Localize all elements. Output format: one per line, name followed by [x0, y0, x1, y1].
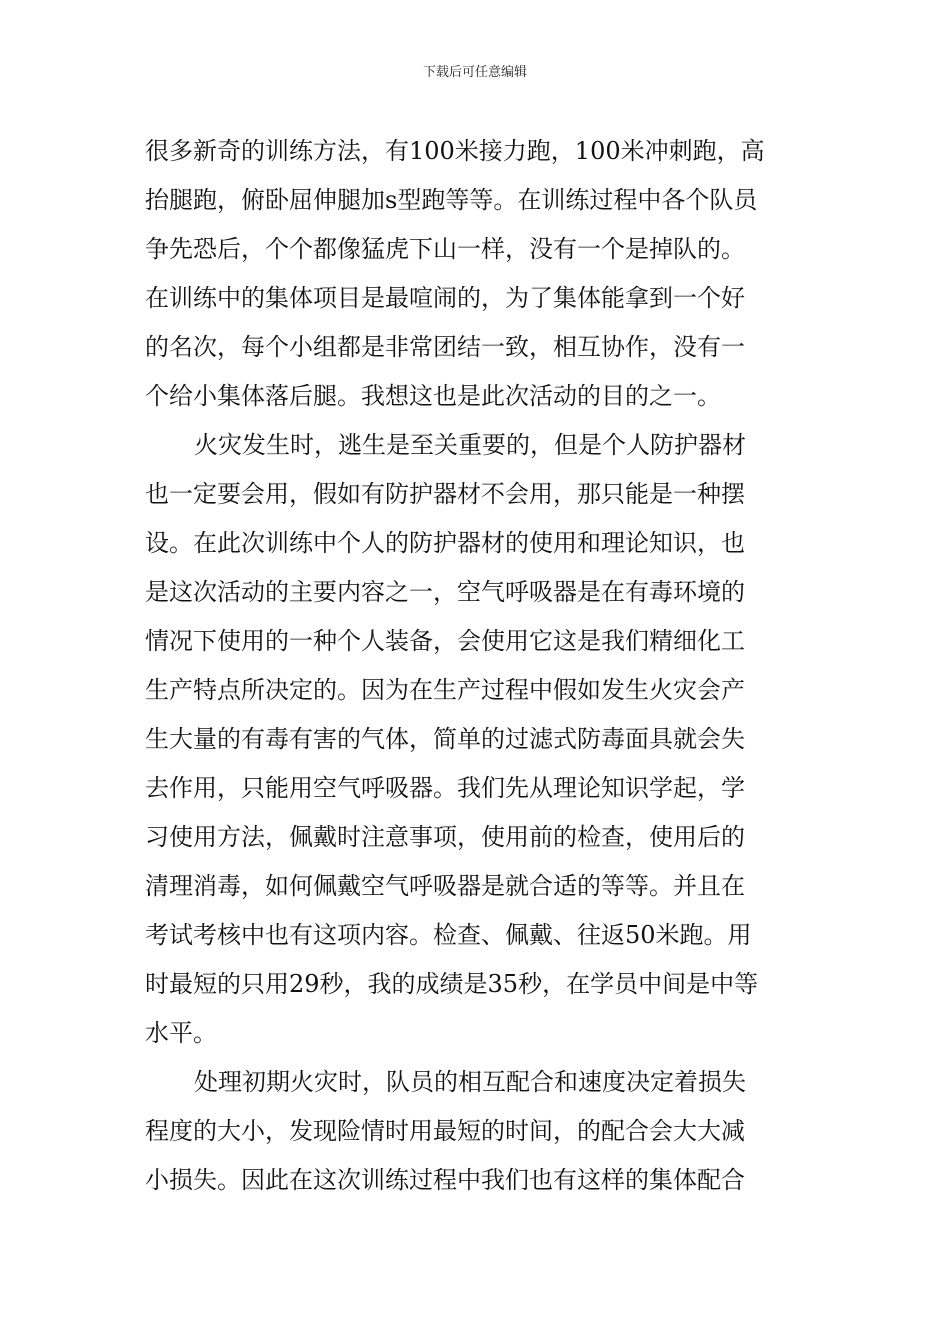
text-line: 习使用方法，佩戴时注意事项，使用前的检查，使用后的: [145, 823, 745, 851]
text-line: 的名次，每个小组都是非常团结一致，相互协作，没有一: [145, 333, 745, 361]
text-line: 小损失。因此在这次训练过程中我们也有这样的集体配合: [145, 1166, 745, 1194]
text-line: 也一定要会用，假如有防护器材不会用，那只能是一种摆: [145, 480, 745, 508]
text-line: 考试考核中也有这项内容。检查、佩戴、往返50米跑。用: [145, 921, 752, 949]
text-line: 抬腿跑，俯卧屈伸腿加s型跑等等。在训练过程中各个队员: [145, 186, 758, 214]
text-line: 火灾发生时，逃生是至关重要的，但是个人防护器材: [194, 431, 746, 459]
text-line: 设。在此次训练中个人的防护器材的使用和理论知识，也: [145, 529, 745, 557]
text-line: 是这次活动的主要内容之一，空气呼吸器是在有毒环境的: [145, 578, 745, 606]
text-line: 处理初期火灾时，队员的相互配合和速度决定着损失: [194, 1068, 746, 1096]
text-line: 情况下使用的一种个人装备，会使用它这是我们精细化工: [145, 627, 745, 655]
text-line: 程度的大小，发现险情时用最短的时间，的配合会大大减: [145, 1117, 745, 1145]
document-body: [145, 127, 807, 1205]
text-line: 时最短的只用29秒，我的成绩是35秒，在学员中间是中等: [145, 970, 759, 998]
text-line: 生大量的有毒有害的气体，简单的过滤式防毒面具就会失: [145, 725, 745, 753]
page-header: 下载后可任意编辑: [422, 65, 527, 80]
text-line: 水平。: [145, 1019, 217, 1047]
text-line: 生产特点所决定的。因为在生产过程中假如发生火灾会产: [145, 676, 745, 704]
text-line: 个给小集体落后腿。我想这也是此次活动的目的之一。: [145, 382, 721, 410]
text-line: 在训练中的集体项目是最喧闹的，为了集体能拿到一个好: [145, 284, 745, 312]
text-line: 很多新奇的训练方法，有100米接力跑，100米冲刺跑，高: [145, 137, 765, 165]
text-line: 去作用，只能用空气呼吸器。我们先从理论知识学起，学: [145, 774, 745, 802]
text-line: 清理消毒，如何佩戴空气呼吸器是就合适的等等。并且在: [145, 872, 745, 900]
text-line: 争先恐后，个个都像猛虎下山一样，没有一个是掉队的。: [145, 235, 745, 263]
